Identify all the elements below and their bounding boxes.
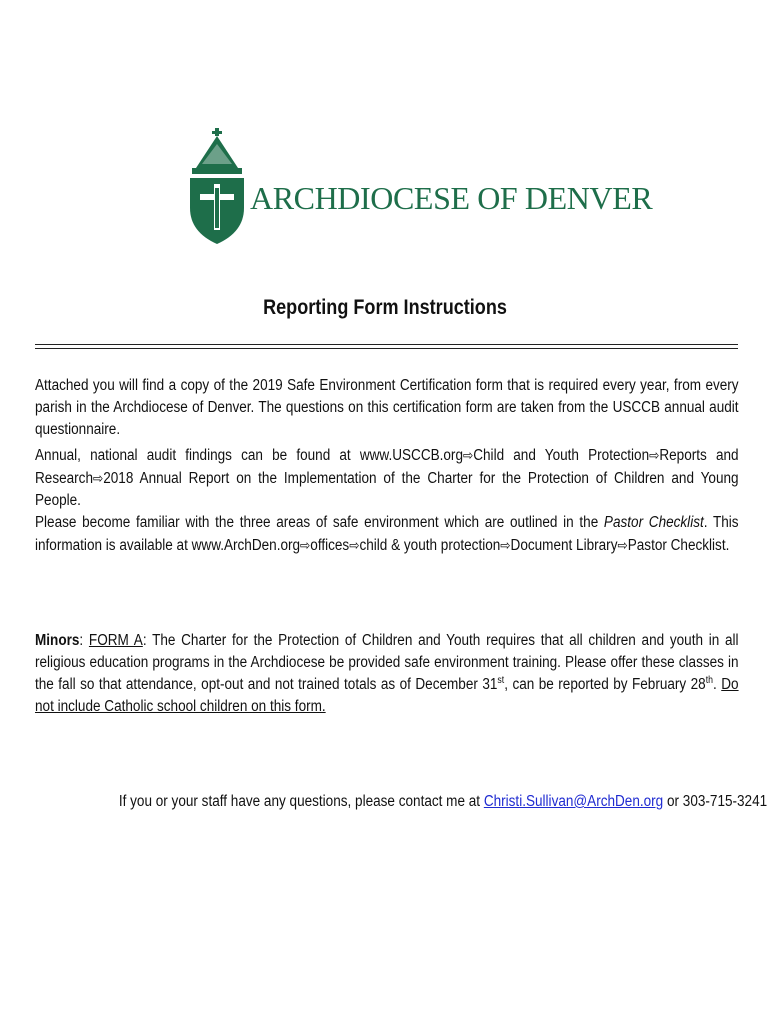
arrow-icon: ⇨	[462, 447, 474, 463]
logo-text: ARCHDIOCESE OF DENVER	[250, 180, 653, 216]
checklist-step-3: Document Library	[510, 537, 618, 554]
arrow-icon: ⇨	[649, 447, 660, 463]
arrow-icon: ⇨	[500, 537, 511, 553]
checklist-paragraph	[35, 512, 739, 557]
title-divider-top	[35, 344, 738, 345]
audit-step-3: 2018 Annual Report on the Implementation of the Charter for the Protection of Children and Young People.	[35, 470, 739, 509]
arrow-icon: ⇨	[617, 537, 628, 553]
arrow-icon: ⇨	[300, 537, 311, 553]
minors-text-3: .	[713, 676, 722, 693]
audit-step-1: Child and Youth Protection	[473, 447, 650, 464]
contact-prefix: If you or your staff have any questions, please contact me at	[118, 793, 484, 810]
superscript-th: th	[705, 674, 714, 686]
minors-text-2: , can be reported by February 28	[504, 676, 706, 693]
checklist-step-4: Pastor Checklist.	[627, 537, 730, 554]
minors-label: Minors	[35, 632, 80, 649]
page-title: Reporting Form Instructions	[263, 296, 507, 319]
contact-email-link[interactable]: Christi.Sullivan@ArchDen.org	[483, 793, 664, 810]
minors-paragraph: Minors: FORM A: The Charter for the Protection of Children and Youth requires that all children and youth in all religious education programs in the Archdiocese be provided safe environment training. Please offer these classes in the fall so that attendance, opt-out and not trained totals as of December 31st, can be reported by February 28th. Do not include Catholic school children on this form.	[35, 632, 739, 715]
contact-suffix: or 303-715-3241	[663, 793, 768, 810]
checklist-step-2: child & youth protection	[359, 537, 501, 554]
audit-prefix: Annual, national audit findings can be found at www.USCCB.org	[35, 447, 463, 464]
checklist-suffix: . This information is available at www.ArchDen.org	[35, 514, 739, 554]
checklist-italic: Pastor Checklist	[603, 514, 704, 531]
contact-paragraph	[41, 791, 770, 813]
title-divider-bottom	[35, 348, 738, 349]
crest-icon	[188, 128, 248, 246]
minors-underline-note: Do not include Catholic school children on this form.	[35, 676, 739, 715]
checklist-prefix: Please become familiar with the three areas of safe environment which are outlined in the	[35, 514, 604, 531]
minors-text-1: : The Charter for the Protection of Children and Youth requires that all children and youth in all religious education programs in the Archdiocese be provided safe environment training. Please offer these classes in the fall so that attendance, opt-out and not trained totals as of December 31	[35, 632, 739, 693]
intro-text: Attached you will find a copy of the 2019 Safe Environment Certification form that is required every year, from every parish in the Archdiocese of Denver. The questions on this certification form are taken from the USCCB annual audit questionnaire.	[35, 377, 739, 438]
checklist-step-1: offices	[310, 537, 350, 554]
superscript-st: st	[497, 674, 505, 686]
arrow-icon: ⇨	[92, 470, 104, 486]
intro-paragraph	[35, 375, 739, 441]
audit-step-2: Reports and Research	[35, 447, 739, 487]
form-a-label: FORM A	[88, 632, 143, 649]
audit-paragraph	[35, 444, 739, 512]
archdiocese-logo	[188, 128, 653, 246]
arrow-icon: ⇨	[349, 537, 360, 553]
